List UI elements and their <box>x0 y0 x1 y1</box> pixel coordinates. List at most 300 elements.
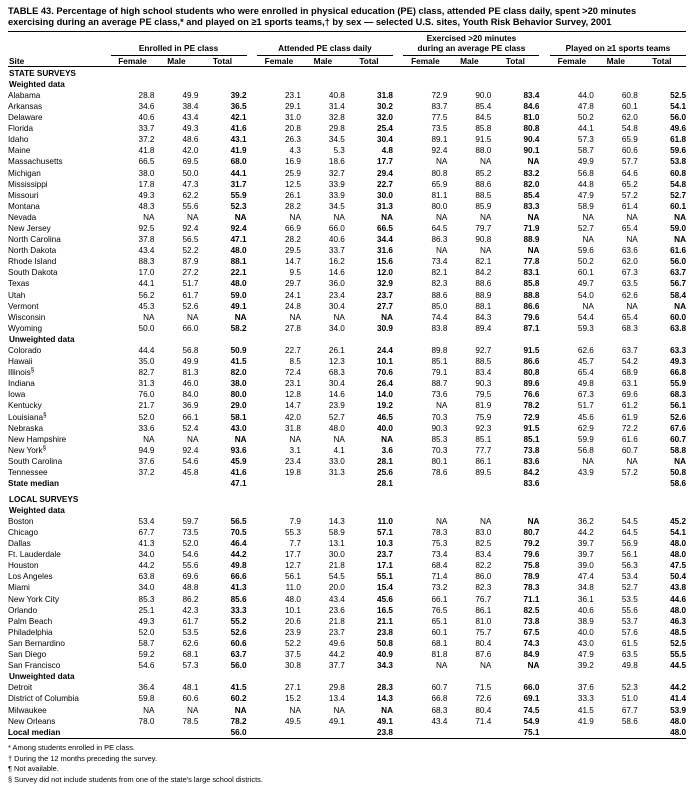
header-enrolled-male: Male <box>167 55 186 66</box>
row-site-label: Detroit <box>8 683 33 693</box>
cell-value: 20.0 <box>328 583 345 593</box>
cell-value: 34.6 <box>138 101 155 111</box>
table-row <box>8 456 686 467</box>
cell-value: 67.7 <box>138 528 155 537</box>
column-gap <box>393 727 403 739</box>
column-gap <box>247 478 257 490</box>
cell-value: 90.3 <box>431 423 448 433</box>
cell-value: 83.4 <box>475 368 492 378</box>
cell-value: 66.8 <box>431 694 448 704</box>
cell-value: 66.1 <box>182 412 199 422</box>
cell-value: 20.6 <box>284 616 301 626</box>
cell-value: 49.8 <box>621 661 638 671</box>
column-gap <box>247 638 257 649</box>
column-gap <box>393 516 403 527</box>
cell-total: 82.5 <box>523 605 540 615</box>
cell-value: NA <box>289 434 301 444</box>
cell-value: 68.3 <box>621 323 638 333</box>
cell-value: 14.6 <box>328 268 345 278</box>
column-gap <box>539 400 549 411</box>
table-row <box>8 467 686 478</box>
cell-total: 41.6 <box>230 124 247 134</box>
cell-value: 31.8 <box>284 423 301 433</box>
subsection-header <box>8 79 686 90</box>
cell-total: 34.4 <box>377 235 393 245</box>
table-row <box>8 134 686 145</box>
median-row <box>8 478 686 490</box>
column-gap <box>247 201 257 212</box>
table-row <box>8 638 686 649</box>
cell-value: 65.9 <box>431 179 448 189</box>
column-gap <box>539 301 549 312</box>
cell-value: 41.5 <box>577 705 594 715</box>
cell-value: 50.2 <box>577 257 594 267</box>
cell-total: NA <box>527 212 540 222</box>
cell-value: 12.3 <box>328 357 345 367</box>
cell-value <box>447 478 491 490</box>
cell-value: 34.0 <box>328 323 345 333</box>
cell-total: 40.0 <box>377 423 393 433</box>
cell-total: 88.9 <box>523 235 540 245</box>
row-site-label: Palm Beach <box>8 616 53 626</box>
cell-total: 66.5 <box>377 223 393 233</box>
cell-value: 39.7 <box>577 550 594 560</box>
cell-value: 77.7 <box>475 445 492 455</box>
column-gap <box>393 682 403 693</box>
cell-total: 86.6 <box>523 357 540 367</box>
cell-value: NA <box>289 212 301 222</box>
cell-total: 82.0 <box>523 179 540 189</box>
cell-value: 67.7 <box>621 705 638 715</box>
cell-value: 38.9 <box>577 616 594 626</box>
column-gap <box>539 90 549 101</box>
cell-value: 45.7 <box>577 357 594 367</box>
cell-value: 82.1 <box>475 257 492 267</box>
cell-value: 72.6 <box>475 694 492 704</box>
row-site-label: Hawaii <box>8 357 33 367</box>
cell-value: 58.9 <box>328 528 345 537</box>
cell-value: 37.6 <box>577 683 594 693</box>
cell-value: 49.8 <box>577 379 594 389</box>
cell-value: 30.4 <box>328 379 345 389</box>
cell-total: 48.0 <box>230 246 247 256</box>
footnote: ¶ Not available. <box>8 764 59 774</box>
cell-value: 75.3 <box>431 539 448 549</box>
cell-value: 66.1 <box>431 594 448 604</box>
cell-value: 58.7 <box>138 638 155 648</box>
cell-value: 67.3 <box>577 390 594 400</box>
row-site-label: Texas <box>8 279 30 289</box>
cell-value: 49.1 <box>328 716 345 726</box>
cell-value: 60.1 <box>577 268 594 278</box>
cell-value: 69.6 <box>182 572 199 582</box>
row-site-label: Montana <box>8 201 40 211</box>
cell-value: 29.5 <box>284 246 301 256</box>
column-gap <box>247 716 257 727</box>
cell-value: 17.8 <box>138 179 155 189</box>
subsection-header-label: Weighted data <box>9 79 65 89</box>
column-gap <box>539 467 549 478</box>
cell-value: 73.5 <box>431 124 448 134</box>
cell-value: 81.1 <box>431 190 448 200</box>
cell-value: 23.9 <box>284 627 301 637</box>
row-site-label: New Hampshire <box>8 434 67 444</box>
cell-value: 63.6 <box>621 246 638 256</box>
cell-value: 31.3 <box>138 379 155 389</box>
cell-total: 30.2 <box>377 101 393 111</box>
cell-value: 65.9 <box>621 135 638 145</box>
cell-value: 14.7 <box>284 257 301 267</box>
column-gap <box>393 345 403 356</box>
cell-value: 28.2 <box>284 235 301 245</box>
cell-value: 21.8 <box>328 561 345 571</box>
cell-value: 33.9 <box>328 179 345 189</box>
cell-value: 12.5 <box>284 179 301 189</box>
cell-total: 80.8 <box>523 124 540 134</box>
cell-value: 65.4 <box>621 312 638 322</box>
cell-total: 55.9 <box>670 379 686 389</box>
cell-value: 78.0 <box>138 716 155 726</box>
table-row <box>8 312 686 323</box>
column-gap <box>539 582 549 593</box>
cell-value: 79.7 <box>475 223 492 233</box>
cell-value: 11.0 <box>285 583 301 593</box>
row-site-label: Orlando <box>8 605 38 615</box>
cell-value: 60.7 <box>621 445 638 455</box>
column-gap <box>247 223 257 234</box>
cell-value: 59.3 <box>577 323 594 333</box>
cell-value: 92.4 <box>431 146 448 156</box>
cell-total: 44.5 <box>670 661 686 671</box>
column-gap <box>247 134 257 145</box>
cell-value: 82.7 <box>138 368 155 378</box>
cell-total: 48.0 <box>670 539 686 549</box>
column-gap <box>539 312 549 323</box>
cell-value: NA <box>582 301 594 311</box>
cell-value: 44.1 <box>577 124 594 134</box>
cell-total: 54.8 <box>670 179 686 189</box>
cell-value: 59.7 <box>182 516 199 526</box>
cell-value: 43.4 <box>138 246 155 256</box>
header-group-exercised: Exercised >20 minutes during an average PE class <box>403 33 539 56</box>
cell-value: NA <box>333 434 345 444</box>
cell-total: 91.5 <box>523 346 540 355</box>
row-site-label: Michigan <box>8 168 41 178</box>
cell-value: 49.9 <box>182 90 199 100</box>
cell-value: 72.2 <box>621 423 638 433</box>
cell-total: NA <box>674 212 686 222</box>
header-attended-female: Female <box>264 55 294 66</box>
cell-value: 24.8 <box>284 301 301 311</box>
cell-value: 55.6 <box>621 605 638 615</box>
cell-value: 39.0 <box>577 561 594 571</box>
median-row <box>8 727 686 739</box>
cell-total: 52.6 <box>670 412 686 422</box>
column-gap <box>247 278 257 289</box>
table-row <box>8 538 686 549</box>
cell-total: 50.4 <box>670 572 686 582</box>
cell-total: 45.9 <box>230 456 247 466</box>
column-gap <box>539 201 549 212</box>
cell-total: 25.4 <box>377 124 393 134</box>
row-site-label: New Jersey <box>8 223 51 233</box>
cell-value: 25.9 <box>284 168 301 178</box>
cell-value: NA <box>436 516 448 526</box>
cell-value: 56.5 <box>182 235 199 245</box>
column-gap <box>247 434 257 445</box>
data-table <box>8 31 686 741</box>
cell-value: 44.2 <box>577 528 594 537</box>
cell-total: 63.7 <box>670 268 686 278</box>
cell-total: 71.1 <box>523 594 540 604</box>
cell-value: 43.9 <box>577 468 594 478</box>
column-gap <box>393 445 403 456</box>
header-exercised-male: Male <box>460 55 479 66</box>
cell-value: 56.9 <box>621 539 638 549</box>
table-row <box>8 627 686 638</box>
column-gap <box>539 190 549 201</box>
cell-value: 92.5 <box>138 223 155 233</box>
cell-value: 62.0 <box>621 113 638 123</box>
cell-total: 46.3 <box>670 616 686 626</box>
column-gap <box>393 456 403 467</box>
cell-value: 66.9 <box>284 223 301 233</box>
row-site-label: Wisconsin <box>8 312 46 322</box>
cell-value: 33.6 <box>138 423 155 433</box>
column-gap <box>247 323 257 334</box>
cell-value: 54.6 <box>138 661 155 671</box>
cell-total: 59.0 <box>230 290 247 300</box>
cell-value: 57.3 <box>182 661 199 671</box>
column-gap <box>247 538 257 549</box>
cell-total: 59.6 <box>670 146 686 156</box>
table-row <box>8 301 686 312</box>
cell-total: 17.7 <box>377 157 393 167</box>
row-site-label: Nebraska <box>8 423 44 433</box>
table-row <box>8 201 686 212</box>
cell-value: 68.3 <box>328 368 345 378</box>
column-gap <box>539 378 549 389</box>
cell-value: 63.5 <box>621 279 638 289</box>
cell-value: 73.6 <box>431 390 448 400</box>
row-site-label: Delaware <box>8 113 43 123</box>
cell-value <box>403 727 447 739</box>
table-row <box>8 345 686 356</box>
column-gap <box>539 112 549 123</box>
cell-total: 75.8 <box>523 561 540 571</box>
column-gap <box>247 312 257 323</box>
cell-total: 61.6 <box>670 246 686 256</box>
cell-total: 83.3 <box>523 201 540 211</box>
cell-value: 61.9 <box>621 412 638 422</box>
column-gap <box>247 516 257 527</box>
cell-value: NA <box>479 516 492 526</box>
cell-total: 11.0 <box>377 516 393 526</box>
row-site-label: Miami <box>8 583 30 593</box>
column-gap <box>247 616 257 627</box>
section-header <box>8 68 686 79</box>
cell-value: 62.2 <box>182 190 199 200</box>
cell-total: 88.8 <box>523 290 540 300</box>
cell-value: 84.5 <box>475 113 492 123</box>
cell-value: 54.8 <box>621 124 638 134</box>
column-gap <box>247 571 257 582</box>
cell-value: 83.8 <box>431 323 448 333</box>
cell-value: 82.3 <box>475 583 492 593</box>
cell-total: 43.1 <box>230 135 247 145</box>
cell-value: 88.5 <box>475 357 492 367</box>
cell-total: NA <box>234 705 247 715</box>
cell-value: 79.1 <box>431 368 448 378</box>
table-row <box>8 256 686 267</box>
cell-value: 67.3 <box>621 268 638 278</box>
cell-value: NA <box>333 312 345 322</box>
cell-total: 29.0 <box>230 401 247 411</box>
cell-total: 10.1 <box>377 357 393 367</box>
cell-value: 64.6 <box>621 168 638 178</box>
cell-total: 78.9 <box>523 572 540 582</box>
cell-total: 39.2 <box>230 90 247 100</box>
cell-total: NA <box>527 246 540 256</box>
section-header-label: LOCAL SURVEYS <box>9 494 79 504</box>
column-gap <box>393 378 403 389</box>
cell-value: 56.2 <box>138 290 155 300</box>
cell-value: 80.4 <box>475 638 492 648</box>
cell-total: 29.4 <box>377 168 393 178</box>
cell-value: NA <box>626 212 638 222</box>
cell-value: 48.1 <box>182 683 199 693</box>
cell-value: 56.8 <box>182 346 199 355</box>
column-gap <box>247 290 257 301</box>
column-gap <box>539 323 549 334</box>
cell-value: 76.7 <box>475 594 492 604</box>
column-gap <box>393 356 403 367</box>
cell-value: 81.9 <box>475 401 492 411</box>
cell-value: 89.8 <box>431 346 448 355</box>
cell-total: 31.8 <box>377 90 393 100</box>
cell-total: 66.6 <box>230 572 247 582</box>
column-gap <box>393 560 403 571</box>
cell-value: 94.9 <box>138 445 155 455</box>
cell-total: 34.3 <box>377 661 393 671</box>
cell-total: 58.8 <box>670 445 686 455</box>
cell-total: 30.0 <box>377 190 393 200</box>
column-gap <box>247 123 257 134</box>
column-gap <box>539 527 549 538</box>
table-row <box>8 616 686 627</box>
column-gap <box>539 212 549 223</box>
cell-total: 58.4 <box>670 290 686 300</box>
cell-total: 14.0 <box>377 390 393 400</box>
cell-total: 53.8 <box>670 157 686 167</box>
cell-total: 90.4 <box>523 135 540 145</box>
cell-value: 25.1 <box>138 605 155 615</box>
table-row <box>8 112 686 123</box>
cell-value: 78.3 <box>431 528 448 537</box>
cell-total: 58.6 <box>670 479 686 489</box>
cell-value: 40.6 <box>138 113 155 123</box>
cell-value: 88.6 <box>475 179 492 189</box>
cell-value: 57.2 <box>621 468 638 478</box>
cell-value: 48.0 <box>328 423 345 433</box>
column-gap <box>247 389 257 400</box>
column-gap <box>393 134 403 145</box>
cell-total: 84.6 <box>523 101 540 111</box>
column-gap <box>393 223 403 234</box>
cell-value: 28.2 <box>284 201 301 211</box>
cell-value: 61.6 <box>621 434 638 444</box>
cell-total: 93.6 <box>230 445 247 455</box>
cell-value: 14.3 <box>328 516 345 526</box>
header-exercised-female: Female <box>411 55 440 66</box>
cell-total: 26.4 <box>377 379 393 389</box>
cell-value: 62.9 <box>577 423 594 433</box>
header-sub-row <box>8 56 686 67</box>
cell-value: 37.8 <box>138 235 155 245</box>
column-gap <box>393 256 403 267</box>
cell-value: 48.8 <box>182 583 199 593</box>
cell-total: 14.3 <box>377 694 393 704</box>
cell-total: 41.9 <box>230 146 247 156</box>
cell-value: 31.3 <box>328 468 345 478</box>
header-sports-male: Male <box>606 55 626 66</box>
cell-value: 79.5 <box>475 390 492 400</box>
cell-value: 52.0 <box>138 412 155 422</box>
column-gap <box>393 400 403 411</box>
cell-value: 82.5 <box>475 539 492 549</box>
cell-total: 77.8 <box>523 257 540 267</box>
column-gap <box>393 649 403 660</box>
cell-total: 15.6 <box>377 257 393 267</box>
footnote: § Survey did not include students from one of the state's large school districts. <box>8 774 263 784</box>
cell-total: 43.8 <box>670 583 686 593</box>
cell-total: 31.6 <box>377 246 393 256</box>
cell-value: 53.5 <box>621 594 638 604</box>
table-row <box>8 145 686 156</box>
cell-value: 29.8 <box>328 683 345 693</box>
cell-value: 23.6 <box>328 605 345 615</box>
cell-value: 63.5 <box>621 650 638 660</box>
column-gap <box>247 582 257 593</box>
cell-value: 53.4 <box>621 572 638 582</box>
cell-total: 48.0 <box>670 716 686 726</box>
row-site-label: Rhode Island <box>8 257 57 267</box>
cell-total: 53.9 <box>670 705 686 715</box>
cell-value: 49.6 <box>328 638 345 648</box>
table-row <box>8 716 686 727</box>
column-gap <box>393 549 403 560</box>
row-site-label: Kentucky <box>8 401 42 411</box>
cell-value: 88.6 <box>431 290 448 300</box>
cell-value: 87.9 <box>182 257 199 267</box>
cell-total: 38.0 <box>230 379 247 389</box>
row-site-label: San Diego <box>8 650 47 660</box>
cell-value: 33.0 <box>328 456 345 466</box>
cell-value: 48.3 <box>138 201 155 211</box>
cell-value: 52.7 <box>621 583 638 593</box>
cell-value: 73.5 <box>182 528 199 537</box>
column-gap <box>247 101 257 112</box>
cell-value: 3.1 <box>289 445 301 455</box>
cell-value: 47.8 <box>577 101 594 111</box>
cell-value: 74.4 <box>431 312 448 322</box>
cell-total: 25.6 <box>377 468 393 478</box>
cell-value: 34.0 <box>138 583 155 593</box>
cell-value: 62.6 <box>577 346 594 355</box>
row-site-label: Utah <box>8 290 26 300</box>
column-gap <box>247 549 257 560</box>
column-gap <box>247 367 257 378</box>
